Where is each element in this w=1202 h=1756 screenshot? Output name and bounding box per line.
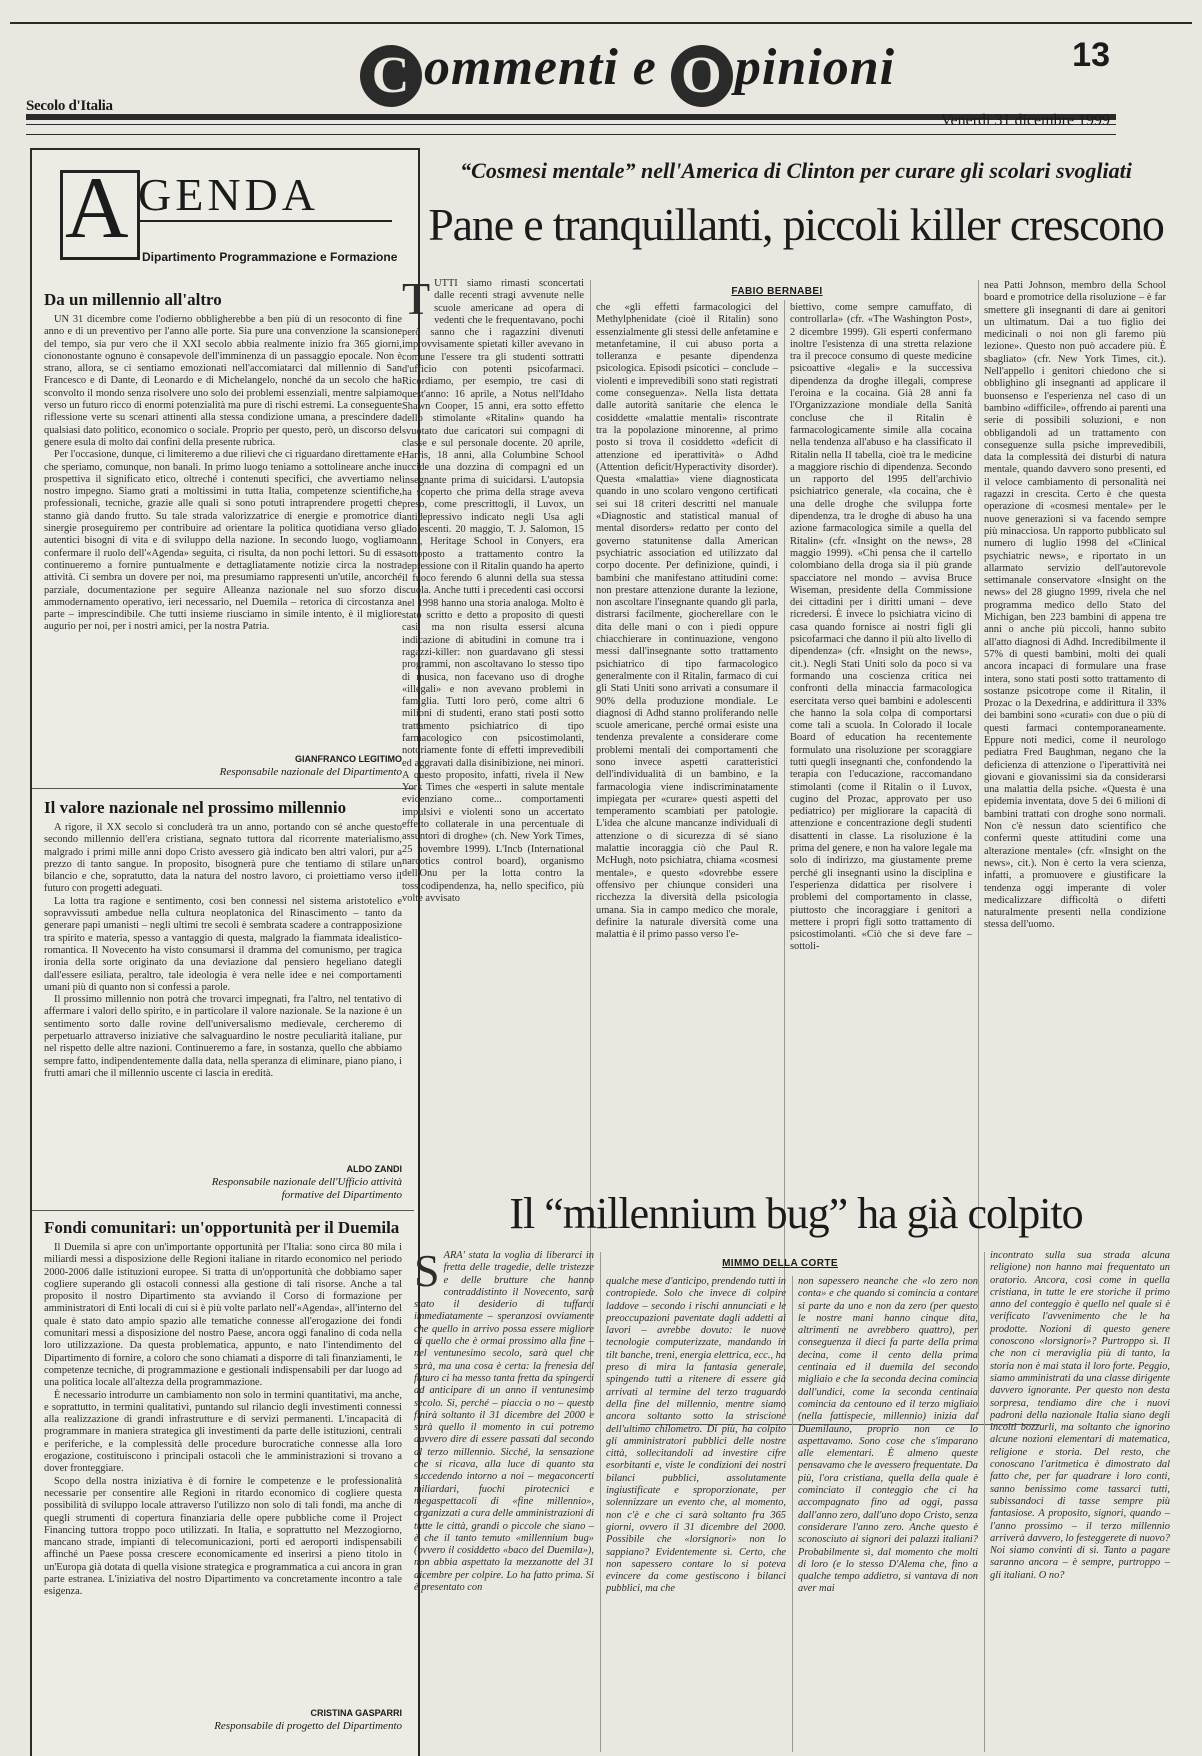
article-2-column-rule-3 <box>984 1252 985 1752</box>
page-number: 13 <box>1072 36 1110 74</box>
agenda-divider-2 <box>32 1210 414 1211</box>
article-1-column-4-text: nea Patti Johnson, membro della School board e promotrice della risoluzione – è far smettere gli insegnanti di dare ai genitori un ultimatum. Dai a tuo figlio dei medicinali o noi non gli faremo più lezione». Questo non può accadere più. È sbagliato» (cfr. New York Times, cit.). Nell'appello i genitori chiedono che si obblighino gli insegnanti ad applicare il buonsenso e l'esperienza nel caso di un bambino «difficile», offrendo ai parenti una serie di possibili soluzioni, e non obbligandoli ad un trattamento con conseguenze sulla psiche imprevedibili, data la complessità dei disturbi di natura mentale, quando davvero sono presenti, ed il veloce cambiamento di personalità nei ragazzi in crescita. Certo è che questa operazione di «cosmesi mentale» per le nuove generazioni si va facendo sempre più minacciosa. Un rapporto pubblicato sul numero di luglio 1998 del «Clinical psychiatric news», e riportato in un allarmato servizio dell'autorevole settimanale conservatore «Insight on the news» del 28 giugno 1999, rivela che nel programma medico dello Stato del Michigan, ben 223 bambini di appena tre anni o anche più piccoli, hanno subito all'atto diagnosi di Adhd. Incredibilmente il 57% di questi bambini, molti dei quali ancora incapaci di formulare una frase intera, sono stati posti sotto trattamento di sostanze psicotrope come il Ritalin, il Prozac o la Dexedrina, e addirittura il 33% dei bambini sono «curati» con due o più di questi farmaci contemporaneamente. Eppure noti medici, come il neurologo pediatra Fred Baughman, negano che la deficienza di attenzione o l'iperattività nei giovani e giovanissimi sia da considerarsi una malattia della psiche. «Questa è una epidemia inventata, dove 5 dei 6 milioni di bambini trattati con droghe sono normali. Non c'è nessun dato scientifico che confermi queste attitudini come una alterazione mentale» (cfr. «Insight on the news», cit.). Non è certo la vera scienza, infatti, a promuovere e giustificare la tendenza oggi imperante di voler medicalizzare difficoltà o difetti naturalmente presenti nella condizione stessa dell'uomo. <box>984 280 1166 931</box>
article-2-column-2-text: qualche mese d'anticipo, prendendo tutti in contropiede. Solo che invece di colpire laddove – secondo i rischi annunciati e le preoccupazioni paventate dagli addetti ai lavori – avrebbe dovuto: le nuove tecnologie computerizzate, mandando in tilt banche, treni, energia elettrica, ecc., ha preso di mira la fantasia generale, spingendo tutti a ritenere di essere già arrivati al termine del terzo traguardo della fine del millennio, mentre siamo ancora soltanto sotto la striscione dell'ultimo chilometro. Di più, ha colpito gli amministratori pubblici delle nostre città, sollecitandoli ad investire cifre esorbitanti e, viste le condizioni dei nostri bilanci pubblici, assolutamente ingiustificate e sproporzionate, per solennizzare un evento che, al momento, non c'è e che ci sarà soltanto fra 365 giorni, ovvero il 31 dicembre del 2000. Possibile che «lorsignori» non lo sappiano? Evidentemente sì. Certo, che non sapessero contare lo si poteva evincere da come gestiscono i bilanci pubblici, ma che <box>606 1276 786 1595</box>
article-2-column-1-text: ARA' stata la voglia di liberarci in fretta delle tragedie, delle tristezze e delle brutture che hanno contraddistinto il Novecento, sarà stato il desiderio di tuffarci immediatamente – speranzosi ovviamente che quello in arrivo possa essere migliore di quello che è ormai prossimo alla fine – nel ventunesimo secolo, sarà quel che sarà, ma una cosa è certa: la frenesia del futuro ci ha messo tanta fretta da spingerci ad anticipare di un anno il ventunesimo secolo. Si, perché – piaccia o no – questo finirà soltanto il 31 dicembre del 2000 e sarà quello il momento in cui potremo davvero dire di essere passati dal secondo al terzo millennio. Sicché, la sensazione che si ricava, alla luce di quanto sta succedendo intorno a noi – megaconcerti miliardari, fuochi pirotecnici e megaspettacoli di «fine millennio», organizzati a cura delle amministrazioni di tutte le città, grandi o piccole che siano – è che il tanto temuto «millennium bug» (ovvero il cosiddetto «baco del Duemila»), non abbia aspettato la mezzanotte del 31 dicembre per colpire. Lo ha fatto prima. Si è presentato con <box>414 1250 594 1594</box>
agenda-article-3-title: Fondi comunitari: un'opportunità per il Duemila <box>44 1218 400 1237</box>
article-1-column-4 <box>984 280 1166 1416</box>
article-2-column-4-text: incontrato sulla sua strada alcuna religione) non hanno mai frequentato un oratorio. Ancora, così come in quella cristiana, in tutte le ere storiche il primo anno del conteggio è quello nel quale si è verificato l'avvenimento che le ha prodotte. Nozioni di questo genere conoscono «lorsignori»? Purtroppo sì. Il che non ci meraviglia più di tanto, la storia non è mai stata il loro forte. Peggio, siamo amministrati da una classe dirigente davvero ignorante. Per questo non desta sorpresa, tendiamo dire che i nuovi padroni della nazionale Italia siano degli incolti bozzurli, ma soltanto che ignorino alcune nozioni elementari di matematica, religione e storia. Del resto, che conoscano l'aritmetica è dimostrato dal fatto che, per far quadrare i loro conti, sanno benissimo come tassarci tutti, subissandoci di tasse sempre più fantasiose. A proposito, signori, quando – l'anno prossimo – il terzo millennio arriverà davvero, lo festeggerete di nuovo? Noi siamo convinti di sì. Tanto a pagare saranno ancora – è sempre, purtroppo – gli italiani. O no? <box>990 1250 1170 1581</box>
agenda-article-1-p2: Per l'occasione, dunque, ci limiteremo a due rilievi che ci riguardano direttamente e che speriamo, comunque, non banali. In primo luogo teniamo a sottolineare anche in prospettiva il significato etico, oltreché i contenuti specifici, che avvertiamo nel nostro impegno. Siamo grati a moltissimi in tutta Italia, competenze scientifiche, professionali, tecniche, grazie alle quali si sono potuti intraprendere progetti che stanno già dando frutto. Su tale strada valorizzatrice di energie e promotrice di sinergie proseguiremo per contribuire ad orientare la politica quotidiana verso gli autentici bisogni di vita e di sviluppo della nazione. In secondo luogo, vogliamo confermare il ruolo dell'«Agenda» seguita, ci risulta, da non pochi lettori. Su di essa continueremo a fornire puntualmente e dettagliatamente notizie circa la nostra attività. Ci sembra un dovere per noi, ma presumiamo rappresenti un'utile, ancorché parziale, documentazione per seguire Alleanza nazionale nel suo sforzo di ammodernamento operativo, ieri necessario, nel Duemila – retorica di circostanza a parte – imprescindibile. Che tutti insieme riusciamo in simile intento, è il migliore augurio per noi, per i nostri amici, per la nostra Patria. <box>44 449 402 633</box>
section-title <box>360 38 895 107</box>
top-rule <box>10 22 1192 24</box>
agenda-department: Dipartimento Programmazione e Formazione <box>142 250 398 264</box>
agenda-article-2-role: Responsabile nazionale dell'Ufficio attività formative del Dipartimento <box>211 1176 402 1201</box>
article-1-column-2-text: che «gli effetti farmacologici del Methylphenidate (cioè il Ritalin) sono essenzialmente gli stessi delle anfetamine e metanfetamine, il cui abuso porta a tolleranza e pesante dipendenza psicologica. Episodi psicotici – conclude – violenti e imprevedibili sono stati registrati come conseguenza». Nella lista dettata dalle autorità sanitarie che elenca le cosiddette «malattie mentali» riscontrate tra la popolazione minorenne, al primo posto si trova il cosiddetto «deficit di attenzione ed iperattività» o Adhd (Attention deficit/Hyperactivity disorder). Questa «malattia» viene diagnosticata quando in uno scolaro vengono certificati sei sui 18 criteri descritti nel manuale «Diagnostic and statistical manual of mental disorders» redatto per conto del governo statunitense dalla American psychiatric association ed utilizzato dal corpo docente. Per definizione, quindi, i bambini che manifestano attitudini come: non prestare attenzione durante la lezione, non ascoltare l'insegnante quando gli parla, distrarsi facilmente, giocherellare con le dita delle mani o con i piedi oppure chiacchierare in continuazione, vengono messi dall'insegnante sotto trattamento psichiatrico di tipo farmacologico generalmente con il Ritalin, farmaco di cui gli Stati Uniti sono arrivati a consumare il 90% della produzione mondiale. Le diagnosi di Adhd stanno proliferando nelle scuole americane, perché ormai esiste una tendenza prevalente a considerare come problemi mentali dei comportamenti che sono invece aspetti caratteristici dell'individualità di un bambino, e la farmacologia viene indiscriminatamente impiegata per «curare» questi aspetti del temperamento scambiati per patologie. L'idea che alcune mancanze individuali di attenzione o di sicurezza di sé siano malattie incoraggia ciò che Paul R. McHugh, noto psichiatra, chiama «cosmesi mentale», e questo «dovrebbe essere offensivo per chiunque consideri una ricchezza la diversità della psicologia umana. Sia in campo medico che morale, definire la naturale diversità come una malattia è il primo passo verso l'e- <box>596 302 778 941</box>
section-word-1: ommenti e <box>424 39 671 96</box>
agenda-article-2-p3: Il prossimo millennio non potrà che trovarci impegnati, fra l'altro, nel tentativo di affermare i valori dello spirito, e in particolare il valore nazionale. Se la nazione è un sentimento sorto dalle rovine dell'universalismo medievale, cercheremo di perpetuarlo attraverso iniziative che salvaguardino le nostre peculiarità italiane, pur nel rispetto delle altre nazioni. Continueremo a fare, in sostanza, quello che abbiamo sempre fatto, indipendentemente dalla data, nella speranza di eliminare, piano piano, i frutti amari che il millennio uscente ci lascia in eredità. <box>44 994 402 1079</box>
agenda-article-3-signature: CRISTINA GASPARRI <box>310 1708 402 1718</box>
article-2-column-1 <box>414 1250 594 1752</box>
article-2-column-4 <box>990 1250 1170 1752</box>
agenda-title-rule <box>138 220 392 222</box>
agenda-article-3-role: Responsabile di progetto del Dipartimento <box>214 1720 402 1732</box>
agenda-title: GENDA <box>138 169 319 220</box>
article-2-dropcap: S <box>414 1250 440 1296</box>
agenda-article-1-signature: GIANFRANCO LEGITIMO <box>295 754 402 764</box>
article-1-column-3 <box>790 302 972 1416</box>
article-2-byline: MIMMO DELLA CORTE <box>722 1258 838 1269</box>
article-2-column-rule-2 <box>792 1276 793 1752</box>
agenda-article-3-p3: Scopo della nostra iniziativa è di fornire le competenze e le professionalità necessarie per consentire alle Regioni in ritardo economico di cogliere questa possibilità di sviluppo locale attraverso l'utilizzo non solo di tali fondi, ma anche di quegli strumenti di copertura finanziaria delle opere pubbliche come il Project Financing tuttora troppo poco utilizzati. In Italia, e soprattutto nel Mezzogiorno, mancano strade, impianti di telecomunicazioni, porti ed aeroporti indispensabili affinché un Paese possa crescere economicamente ed inserirsi a pieno titolo in un'Europa già dotata di quella visione strategica e programmatica a cui ancora in gran parte estranea. L'iniziativa del nostro Dipartimento va concretamente incontro a tale esigenza. <box>44 1475 402 1598</box>
article-2-headline: Il “millennium bug” ha già colpito <box>509 1189 1083 1238</box>
agenda-article-3-body <box>44 1242 402 1706</box>
section-word-2: pinioni <box>734 39 896 96</box>
article-1-column-1 <box>402 278 584 1416</box>
paper-name: Secolo d'Italia <box>26 98 113 114</box>
article-1-column-rule-2 <box>784 300 785 1414</box>
agenda-article-2-title: Il valore nazionale nel prossimo millennio <box>44 798 347 817</box>
article-2-column-rule-1 <box>600 1252 601 1752</box>
article-1-column-1-text: UTTI siamo rimasti sconcertati dalle recenti stragi avvenute nelle scuole americane ad opera di vedenti che le frequentavano, pochi però sanno che i ragazzini divenuti improvvisamente spietati killer avevano in comune l'essere tra gli studenti sottratti d'ufficio con potenti psicofarmaci. Ricordiamo, per esempio, tre casi di quest'anno: 16 aprile, a Notus nell'Idaho Shawn Cooper, 15 anni, era sotto effetto dello stimolante «Ritalin» quando ha svuotato due caricatori sui compagni di classe e sul personale docente. 20 aprile, Harris, 18 anni, alla Columbine School uccide una dozzina di compagni ed un insegnante prima di suicidarsi. L'autopsia ha scoperto che prima della strage aveva preso, come prescrittogli, il Luvox, un antidepressivo indicato negli Usa agli adolescenti. 20 maggio, T. J. Salomon, 15 anni, Heritage School in Conyers, era sottoposto a trattamento contro la depressione con il Ritalin quando ha aperto il fuoco ferendo 6 alunni della sua stessa scuola. Anche tutti i precedenti casi occorsi nel 1998 hanno una storia analoga. Molto è stato scritto e detto a proposito di questi casi, ma non risulta essersi alcuna indicazione di abitudini in comune tra i ragazzi-killer: non guardavano gli stessi programmi, non ascoltavano lo stesso tipo di musica, non facevano uso di droghe «illegali» e non avevano problemi in famiglia. Tutti loro però, come altri 6 milioni di studenti, erano stati posti sotto trattamento psichiatrico di tipo farmacologico con psicostimolanti, notoriamente fonte di effetti imprevedibili ed aggravati dalla disinibizione, nei minori. A questo proposito, infatti, rivela il New York Times che «esperti in salute mentale evidenziano come... comportamenti impulsivi e violenti sono un accertato effetto collaterale in una percentuale di assuntori di droghe» (ch. New York Times, 25 novembre 1999). L'Incb (International narcotics control board), organismo dell'Onu per la lotta contro la tossicodipendenza, ha, nello specifico, più volte avvisato <box>402 278 584 904</box>
article-1-column-rule-1 <box>590 280 591 1414</box>
article-1-column-3-text: biettivo, come sempre camuffato, di controllarla» (cfr. «The Washington Post», 2 dicembre 1999). Gli esperti confermano inoltre l'esistenza di una stretta relazione tra il precoce consumo di queste medicine psicoattive «legali» e la successiva dipendenza da droghe illegali, comprese l'eroina e la cocaina. Già 28 anni fa l'Organizzazione mondiale della Sanità concluse che il Ritalin è farmacologicamente simile alla cocaina nella tendenza all'abuso e ha classificato il Ritalin nella II tabella, cioè tra le medicine a maggiore rischio di dipendenza. Secondo un rapporto del 1995 dell'archivio psichiatrico generale, «la cocaina, che è una delle droghe che sviluppa forte dipendenza, tra le droghe di abuso ha una azione farmacologica simile a quella del Ritalin» (cfr. «Insight on the news», 28 maggio 1999). «Chi pensa che il cartello colombiano della droga sia il più grande spacciatore nel mondo – avvisa Bruce Wiseman, presidente della Commissione dei cittadini per i diritti umani – deve ricredersi. È invece lo psichiatra vicino di casa quando fornisce ai nostri figli gli psicofarmaci che danno il più alto livello di dipendenza» (cfr. «Insight on the news», cit.). Negli Stati Uniti solo da poco si va formando una coscienza critica nei confronti della minaccia farmacologica esercitata verso quei bambini e adolescenti che hanno la sola colpa di comportarsi come tali a scuola. In Colorado il locale Board of education ha recentemente formulato una risoluzione per scoraggiare tutti quegli insegnanti che, confondendo la terapia con l'educazione, raccomandano stimolanti (come il Ritalin o il Luvox, cugino del Prozac, approvato per uso pediatrico) per migliorare la capacità di attenzione e concentrazione degli studenti disattenti in classe. La risoluzione è la prima del genere, e non ha valore legale ma solo di indirizzo, ma giustamente preme perché gli insegnanti usino la disciplina e l'esperienza didattica per risolvere i problemi del comportamento in classe, piuttosto che incoraggiare i genitori a mettere i propri figli sotto trattamento di psicostimolanti. «Ciò che si deve fare – sottoli- <box>790 302 972 953</box>
article-1-column-rule-3 <box>978 280 979 1414</box>
section-initial-c: C <box>360 45 422 107</box>
agenda-article-2-body <box>44 822 402 1162</box>
agenda-article-1-body <box>44 314 402 752</box>
agenda-logo-letter: A <box>65 160 129 257</box>
article-1-kicker: “Cosmesi mentale” nell'America di Clinton per curare gli scolari svogliati <box>460 158 1132 183</box>
article-1-column-2 <box>596 302 778 1416</box>
date-rule <box>26 134 1116 135</box>
article-2-column-2 <box>606 1276 786 1752</box>
agenda-logo <box>60 160 140 260</box>
agenda-divider-1 <box>32 788 414 789</box>
agenda-article-2-p2: La lotta tra ragione e sentimento, così ben connessi nel sistema aristotelico e sopravvissuti ambedue nella cultura neoplatonica del Rinascimento – tanto da generare papi umanisti – negli ultimi tre secoli è sembrata scadere a contrapposizione tra spirito e materia, spesso a vantaggio di questa, malgrado la fiammata idealistico-romantica. Il Novecento ha visto consumarsi il dramma del comunismo, per tragica ironia della sorte originato da una deviazione dal pensiero hegeliano dategli dall'essere esiliata, peraltro, tale ideologia è vera nelle idee e nei comportamenti umani più di quanto non si confessi a parole. <box>44 895 402 993</box>
section-initial-o: O <box>671 45 733 107</box>
agenda-article-2-p1: A rigore, il XX secolo si concluderà tra un anno, portando con sé anche questo secondo millennio dell'era cristiana, segnato tuttora dal ricorrente materialismo, malgrado i primi mille anni dopo Cristo avessero già indicato ben altri valori, pur a prezzo di tanto sangue. In proposito, bisognerà pure che tentiamo di stilare un bilancio e che, sopratutto, data la natura del nostro lavoro, ci proiettiamo verso il futuro con progetti adeguati. <box>44 822 402 895</box>
article-1-headline: Pane e tranquillanti, piccoli killer crescono <box>428 199 1164 250</box>
article-1-dropcap: T <box>402 278 431 324</box>
agenda-article-2-signature: ALDO ZANDI <box>346 1164 402 1174</box>
agenda-article-1-p1: UN 31 dicembre come l'odierno obbligherebbe a ben più di un resoconto di fine anno e di un preventivo per l'anno alle porte. Sia pure una convenzione la scansione del tempo, sia pur vero che il XXI secolo abbia realmente inizio fra 365 giorni, ciononostante ognuno è consapevole dell'imminenza di un passaggio epocale. Non è strano, allora, se ci sentiamo emozionati nell'accomiatarci dal millennio di San Francesco e di Dante, di Leonardo e di Michelangelo, nonché da un secolo che ha sconvolto il mondo senza risolvere uno solo dei problemi essenziali, mentre salpiamo verso un futuro ricco di enormi potenzialità ma pure di rischi estremi. La conseguente riflessione verte su scenari attinenti alla stessa condizione umana, a prescindere da qualsiasi dato politico, economico o sociale. Proprio per questo, però, un discorso del genere esula di molto dai confini della presente rubrica. <box>44 314 402 448</box>
issue-date: Venerdì 31 dicembre 1999 <box>940 112 1110 129</box>
article-2-column-3-text: non sapessero neanche che «lo zero non conta» e che quando si comincia a contare si parte da uno e non da zero (per questo le nostre mani hanno cinque dita, altrimenti ne avrebbero quattro), per conseguenza il dieci fa parte della prima decina, come il cento della prima centinaia ed il duemila del secondo migliaio e che la seconda decina comincia dall'undici, come la seconda centinaia comincia da centouno ed il terzo migliaio (nella fattispecie, millennio) inizia dal Duemilauno, proprio non ce lo aspettavamo. Sono cose che s'imparano alle elementari. È almeno queste pensavamo che le avessero frequentate. Da più, l'ora cristiana, quella della quale è cominciato il conteggio che ci ha accompagnato fino ad oggi, passa dall'anno zero, dall'uno dopo Cristo, senza considerare l'anno zero. Anche questo è sconosciuto ai signori dei palazzi italiani? Probabilmente sì, dal momento che molti di loro (e lo stesso D'Alema che, fino a qualche tempo addietro, si vantava di non aver mai <box>798 1276 978 1595</box>
agenda-article-3-p2: È necessario introdurre un cambiamento non solo in termini quantitativi, ma anche, e soprattutto, in termini qualitativi, puntando sul rilancio degli investimenti connessi alla realizzazione di grandi infrastrutture e di servizi permanenti. L'incapacità di programmare in maniera strategica gli investimenti da parte delle istituzioni, centrali e periferiche, e la complessità delle procedure burocratiche connesse alla loro erogazione, costituiscono i principali ostacoli che le amministrazioni si trovano a dover fronteggiare. <box>44 1389 402 1475</box>
article-2-column-3 <box>798 1276 978 1752</box>
article-1-byline: FABIO BERNABEI <box>731 286 823 297</box>
agenda-article-3-p1: Il Duemila si apre con un'importante opportunità per l'Italia: sono circa 80 mila i miliardi messi a disposizione delle Regioni italiane in ritardo economico nel periodo 2000-2006 dalle istituzioni europee. Si tratta di un'opportunità che dobbiamo saper cogliere superando gli ostacoli connessi alla gestione di tali risorse. Anche a tal proposito il nostro Dipartimento sta avviando il Corso di formazione per amministratori di Enti locali di cui si è più volte parlato nell'«Agenda», all'interno del quale è stato dato ampio spazio alle tematiche connesse all'erogazione dei fondi comunitari messi a disposizione del nostro Paese, ancora oggi fanalino di coda nella loro utilizzazione. Da questa problematica, appunto, e nato l'intendimento del Dipartimento di fornire, a coloro che sono chiamati a disporre di tali finanziamenti, le competenze tecniche, di programmazione e gestionali indispensabili per dar luogo ad una politica locale all'altezza della programmazione. <box>44 1242 402 1389</box>
agenda-article-1-title: Da un millennio all'altro <box>44 290 222 309</box>
agenda-article-1-role: Responsabile nazionale del Dipartimento <box>219 766 402 778</box>
